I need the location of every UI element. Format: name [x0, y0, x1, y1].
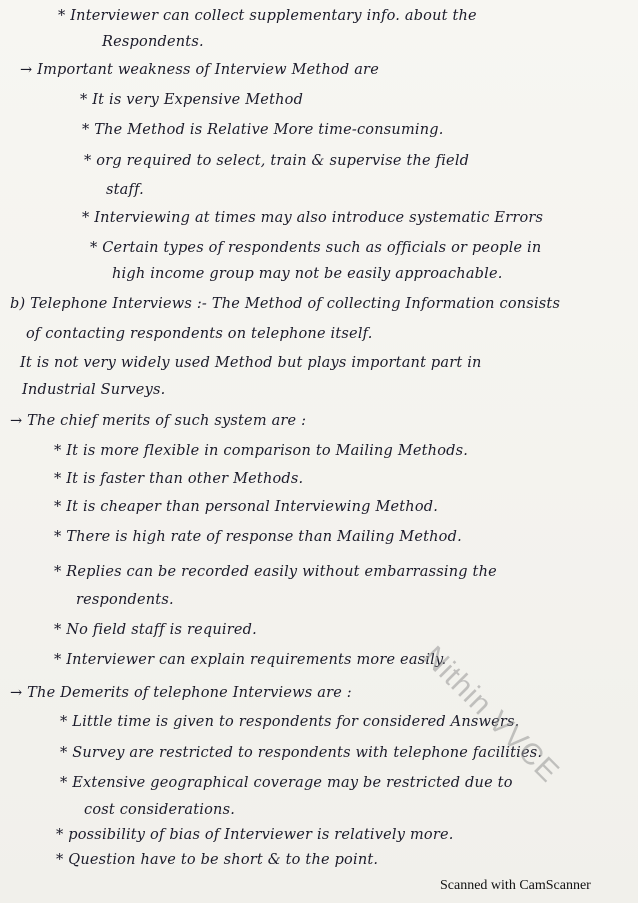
- note-line: * Question have to be short & to the point.: [56, 852, 379, 868]
- note-line: * Extensive geographical coverage may be restricted due to: [60, 775, 513, 791]
- note-heading: → Important weakness of Interview Method are: [20, 62, 379, 78]
- note-line: staff.: [106, 182, 144, 198]
- note-heading: → The chief merits of such system are :: [10, 413, 307, 429]
- note-line: * Interviewer can collect supplementary info. about the: [58, 8, 477, 24]
- note-line: cost considerations.: [84, 802, 236, 818]
- note-line: * No field staff is required.: [54, 622, 257, 638]
- note-line: * It is more flexible in comparison to Mailing Methods.: [54, 443, 469, 459]
- note-line: * Replies can be recorded easily without embarrassing the: [54, 564, 497, 580]
- note-line: * Interviewer can explain requirements more easily.: [54, 652, 447, 668]
- note-line: high income group may not be easily approachable.: [112, 266, 503, 282]
- note-line: * Little time is given to respondents for considered Answers.: [60, 714, 520, 730]
- note-line: * There is high rate of response than Mailing Method.: [54, 529, 462, 545]
- note-line: * Interviewing at times may also introduce systematic Errors: [82, 210, 544, 226]
- note-line: * Survey are restricted to respondents with telephone facilities.: [60, 745, 543, 761]
- note-line: It is not very widely used Method but plays important part in: [20, 355, 482, 371]
- note-line: respondents.: [76, 592, 174, 608]
- note-line: * The Method is Relative More time-consuming.: [82, 122, 444, 138]
- note-heading: → The Demerits of telephone Interviews are :: [10, 685, 352, 701]
- note-line: * It is cheaper than personal Interviewing Method.: [54, 499, 439, 515]
- section-heading: b) Telephone Interviews :- The Method of collecting Information consists: [10, 296, 561, 312]
- note-line: * Certain types of respondents such as officials or people in: [90, 240, 542, 256]
- note-line: Respondents.: [102, 34, 204, 50]
- note-line: * org required to select, train & supervise the field: [84, 153, 470, 169]
- note-line: * It is faster than other Methods.: [54, 471, 304, 487]
- note-line: Industrial Surveys.: [22, 382, 166, 398]
- watermark: Nithin VVCE: [416, 640, 566, 790]
- note-line: * It is very Expensive Method: [80, 92, 304, 108]
- note-line: of contacting respondents on telephone itself.: [26, 326, 373, 342]
- scanner-footer: Scanned with CamScanner: [440, 878, 591, 893]
- note-line: * possibility of bias of Interviewer is relatively more.: [56, 827, 454, 843]
